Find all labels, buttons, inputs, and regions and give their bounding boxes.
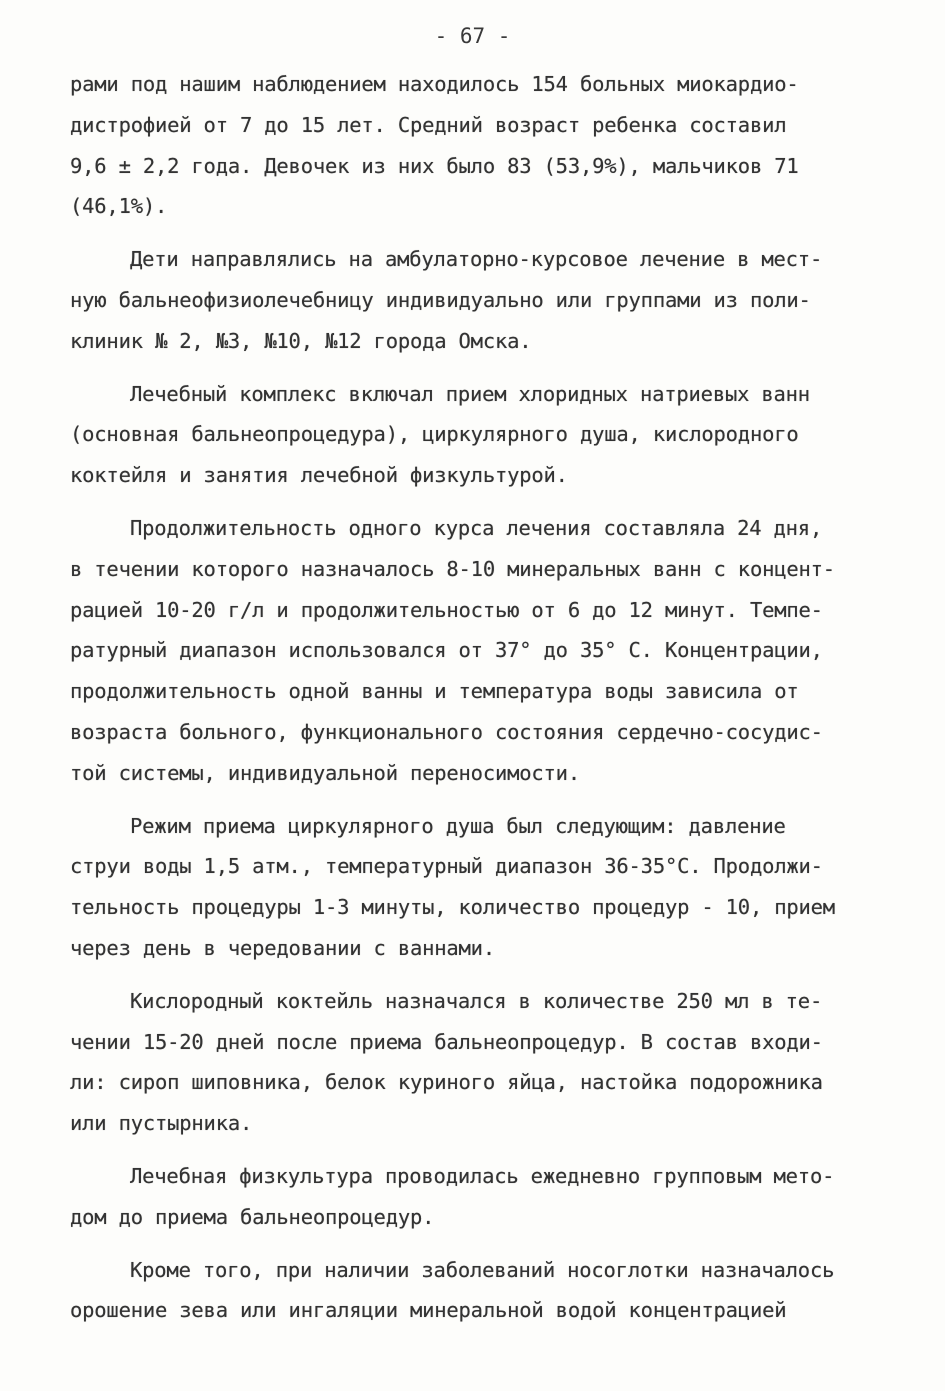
text-line: тельность процедуры 1-3 минуты, количество процедур - 10, прием <box>70 895 835 920</box>
text-line: ную бальнеофизиолечебницу индивидуально или группами из поли- <box>70 287 811 312</box>
text-line: дистрофией от 7 до 15 лет. Средний возраст ребенка составил <box>70 112 787 137</box>
text-line: Лечебная физкультура проводилась ежедневно групповым мето- <box>130 1163 835 1188</box>
paragraph <box>70 374 880 496</box>
text-line: коктейля и занятия лечебной физкультурой. <box>70 463 568 488</box>
text-line: клиник № 2, №3, №10, №12 города Омска. <box>70 328 532 353</box>
text-line: Лечебный комплекс включал прием хлоридных натриевых ванн <box>130 381 810 406</box>
text-line: чении 15-20 дней после приема бальнеопроцедур. В состав входи- <box>70 1029 823 1054</box>
paragraph <box>70 508 880 794</box>
text-line: ратурный диапазон использовался от 37° до 35° С. Концентрации, <box>70 638 823 663</box>
text-line: той системы, индивидуальной переносимости. <box>70 760 580 785</box>
text-line: возраста больного, функционального состояния сердечно-сосудис- <box>70 719 823 744</box>
text-line: Режим приема циркулярного душа был следующим: давление <box>130 813 786 838</box>
text-line: в течении которого назначалось 8-10 минеральных ванн с концент- <box>70 556 835 581</box>
text-line: дом до приема бальнеопроцедур. <box>70 1204 435 1229</box>
text-line: Продолжительность одного курса лечения составляла 24 дня, <box>130 515 823 540</box>
text-line: или пустырника. <box>70 1111 253 1136</box>
text-line: ли: сироп шиповника, белок куриного яйца, настойка подорожника <box>70 1070 823 1095</box>
text-line: орошение зева или ингаляции минеральной водой концентрацией <box>70 1298 787 1323</box>
paragraph <box>70 64 880 227</box>
text-line: струи воды 1,5 атм., температурный диапазон 36-35°С. Продолжи- <box>70 854 823 879</box>
text-line: (основная бальнеопроцедура), циркулярного душа, кислородного <box>70 422 799 447</box>
text-line: Дети направлялись на амбулаторно-курсовое лечение в мест- <box>130 247 823 272</box>
text-line: Кислородный коктейль назначался в количестве 250 мл в те- <box>130 988 823 1013</box>
paragraph <box>70 1156 880 1238</box>
text-line: рами под нашим наблюдением находилось 154 больных миокардио- <box>70 72 799 96</box>
text-line: (46,1%). <box>70 194 168 219</box>
body-text <box>70 64 880 1343</box>
text-line: через день в чередовании с ваннами. <box>70 935 495 960</box>
paragraph <box>70 806 880 969</box>
paragraph <box>70 981 880 1144</box>
paragraph <box>70 239 880 361</box>
text-line: рацией 10-20 г/л и продолжительностью от 6 до 12 минут. Темпе- <box>70 597 823 622</box>
text-line: 9,6 ± 2,2 года. Девочек из них было 83 (53,9%), мальчиков 71 <box>70 153 799 178</box>
text-line: Кроме того, при наличии заболеваний носоглотки назначалось <box>130 1257 835 1282</box>
paragraph <box>70 1250 880 1332</box>
text-line: продолжительность одной ванны и температура воды зависила от <box>70 679 799 704</box>
page-number: - 67 - <box>434 24 511 48</box>
